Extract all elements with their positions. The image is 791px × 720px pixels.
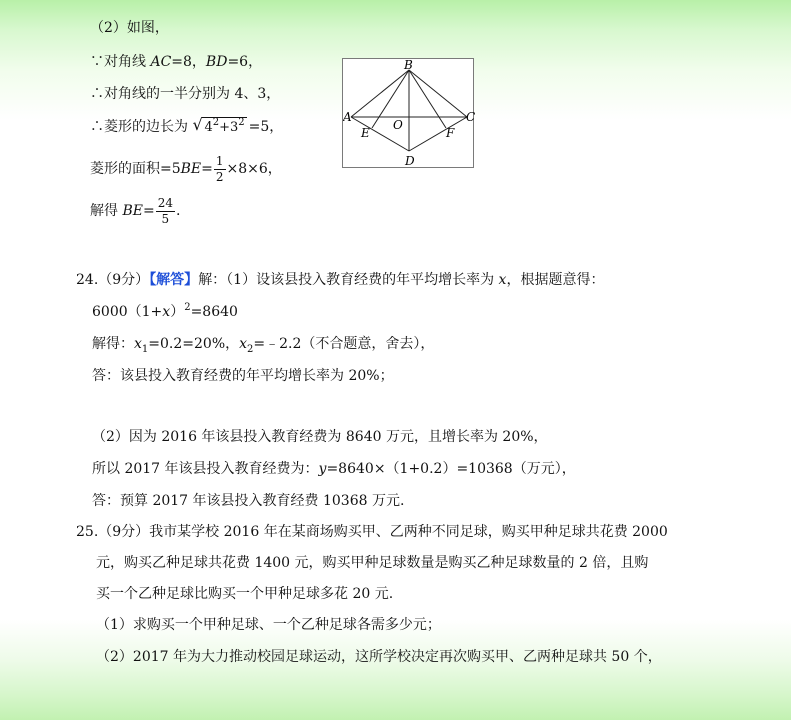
subscript-2: 2 xyxy=(247,344,254,355)
text-span: 解得： xyxy=(92,336,134,352)
variable-x: x xyxy=(162,304,171,320)
answer-line xyxy=(92,366,394,386)
question-25-part-1 xyxy=(96,615,441,635)
text-span: ，根据题意得： xyxy=(506,272,605,288)
fraction-denominator: 5 xyxy=(161,211,170,226)
side-cd xyxy=(409,117,467,151)
fraction xyxy=(156,196,175,227)
text-span: =5， xyxy=(248,119,284,135)
question-score: （9分） xyxy=(98,272,150,288)
question-25-line-1 xyxy=(76,522,668,542)
sqrt-middle: +3 xyxy=(219,120,239,135)
text-span: 买一个乙种足球比购买一个甲种足球多花 20 元. xyxy=(96,586,394,602)
question-number: 24. xyxy=(76,272,99,288)
text-span: ∴对角线的一半分别为 4、3， xyxy=(90,86,281,102)
variable-x2: x xyxy=(239,336,248,352)
fraction xyxy=(214,154,226,185)
fraction-numerator: 24 xyxy=(157,195,173,210)
exponent: 2 xyxy=(184,302,191,313)
text-span: =0.2=20%， xyxy=(148,336,240,352)
text-span: = xyxy=(201,161,213,177)
text-span: （2）因为 2016 年该县投入教育经费为 8640 万元，且增长率为 20%， xyxy=(92,429,548,445)
sqrt-exponent-2: 2 xyxy=(238,117,245,128)
text-span: =8， xyxy=(171,54,206,70)
subscript-1: 1 xyxy=(141,344,149,355)
variable-bd: BD xyxy=(205,54,228,70)
sqrt-exponent-1: 2 xyxy=(212,117,220,128)
text-span: . xyxy=(175,203,181,219)
text-span: 答：该县投入教育经费的年平均增长率为 20%； xyxy=(92,368,394,384)
fraction-denominator: 2 xyxy=(215,169,224,184)
text-span: （2）2017 年为大力推动校园足球运动，这所学校决定再次购买甲、乙两种足球共 50 个， xyxy=(96,649,662,665)
point-d-label: D xyxy=(405,154,415,168)
variable-ac: AC xyxy=(150,54,172,70)
answer-line-5 xyxy=(90,152,282,186)
answer-tag: 【解答】 xyxy=(149,272,199,288)
text-span: ∵对角线 xyxy=(90,54,151,70)
solution-line xyxy=(92,334,434,356)
rhombus-diagram xyxy=(342,58,474,168)
answer-line-1 xyxy=(90,18,169,38)
text-span: =8640×（1+0.2）=10368（万元）， xyxy=(326,461,576,477)
point-c-label: C xyxy=(466,110,475,124)
segment-be xyxy=(372,70,409,128)
rhombus-svg xyxy=(343,59,475,169)
text-span: 解得 xyxy=(90,203,123,219)
part-2-line-2 xyxy=(92,459,576,479)
text-span: ∴菱形的边长为 xyxy=(90,119,188,135)
side-ab xyxy=(351,70,409,117)
variable-x1: x xyxy=(134,336,142,352)
fraction-numerator: 1 xyxy=(215,153,224,168)
equation-line xyxy=(92,302,238,324)
question-25-part-2 xyxy=(96,647,662,667)
question-25-line-3 xyxy=(96,584,393,604)
text-span: 答：预算 2017 年该县投入教育经费 10368 万元. xyxy=(92,493,405,509)
part-2-line-1 xyxy=(92,427,548,447)
text-span: （1）求购买一个甲种足球、一个乙种足球各需多少元； xyxy=(96,617,441,633)
side-bc xyxy=(409,70,467,117)
text-span: 6000（1+ xyxy=(92,304,163,320)
text-span: ） xyxy=(170,304,185,320)
point-f-label: F xyxy=(446,126,455,140)
text-span: 菱形的面积=5 xyxy=(90,161,181,177)
answer-24-heading xyxy=(76,270,604,290)
text-span: =﹣2.2（不合题意，舍去）， xyxy=(253,336,435,352)
square-root-body xyxy=(202,117,246,139)
answer-line-2 xyxy=(90,52,262,72)
text-span: 元，购买乙种足球共花费 1400 元，购买甲种足球数量是购买乙种足球数量的 2 倍，且购 xyxy=(96,555,649,571)
square-root-expression xyxy=(192,117,246,139)
variable-be: BE xyxy=(180,161,202,177)
point-o-label: O xyxy=(393,118,403,132)
part-2-line-3 xyxy=(92,491,404,511)
variable-y: y xyxy=(318,461,327,477)
point-b-label: B xyxy=(404,59,413,72)
text-span: =6， xyxy=(227,54,263,70)
answer-line-6 xyxy=(90,193,180,229)
sqrt-base-1: 4 xyxy=(204,120,213,135)
point-a-label: A xyxy=(343,110,352,124)
point-e-label: E xyxy=(361,126,370,140)
text-span: 解：（1）设该县投入教育经费的年平均增长率为 xyxy=(198,272,499,288)
variable-x: x xyxy=(498,272,507,288)
answer-line-3 xyxy=(90,84,280,104)
text-span: （2）如图， xyxy=(90,20,169,36)
segment-bf xyxy=(409,70,446,128)
question-25-line-2 xyxy=(96,553,648,573)
text-span: =8640 xyxy=(190,304,238,320)
text-span: 所以 2017 年该县投入教育经费为： xyxy=(92,461,319,477)
answer-line-4 xyxy=(90,117,283,139)
text-span: ×8×6， xyxy=(226,161,282,177)
text-span: 25.（9分）我市某学校 2016 年在某商场购买甲、乙两种不同足球，购买甲种足球共花费 2000 xyxy=(76,524,668,540)
variable-be: BE xyxy=(122,203,143,219)
text-span: = xyxy=(142,203,155,219)
